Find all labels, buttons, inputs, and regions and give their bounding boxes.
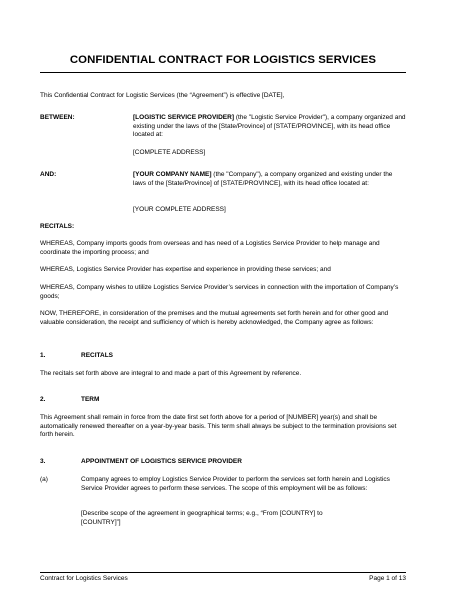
section-number: 3. [40,458,46,465]
between-label: BETWEEN: [40,114,75,121]
and-party [133,171,406,188]
and-address: [YOUR COMPLETE ADDRESS] [133,206,226,213]
section-heading: RECITALS [81,352,114,359]
subsection-note: [Describe scope of the agreement in geographical terms; e.g., “From [COUNTRY] to [COUNTRY]”] [81,510,323,526]
and-label: AND: [40,171,57,178]
and-party-name: [YOUR COMPANY NAME] [133,171,212,178]
recitals-label: RECITALS: [40,223,75,230]
between-party [133,114,406,140]
and-party-text: (the "Company"), a company organized and existing under the laws of the [State/Province] of [STATE/PROVINCE], with its head office located at: [133,171,393,187]
section-number: 2. [40,396,46,403]
recital-paragraph: WHEREAS, Company wishes to utilize Logistics Service Provider’s services in connection with the importation of Company’s goods; [40,284,399,300]
between-address: [COMPLETE ADDRESS] [133,149,206,156]
title-divider [40,72,406,73]
section-body: The recitals set forth above are integral to and made a part of this Agreement by reference. [40,370,302,377]
section-body: This Agreement shall remain in force from the date first set forth above for a period of [NUMBER] year(s) and shall be automatically renewed thereafter on a year-by-year basis. This term shall always be subject to the termination provisions set forth herein. [40,414,397,439]
footer-document-name: Contract for Logistics Services [40,575,128,582]
section-number: 1. [40,352,46,359]
page-title: CONFIDENTIAL CONTRACT FOR LOGISTICS SERVICES [69,54,377,66]
section-heading: APPOINTMENT OF LOGISTICS SERVICE PROVIDER [81,458,242,465]
section-heading: TERM [81,396,100,403]
between-party-text: (the "Logistic Service Provider"), a company organized and existing under the laws of the [State/Province] of [STATE/PROVINCE], with its head office located at: [133,114,406,139]
recital-paragraph: NOW, THEREFORE, in consideration of the premises and the mutual agreements set forth herein and for other good and valuable consideration, the receipt and sufficiency of which is hereby acknowledged, the Company agree as follows: [40,310,389,326]
intro-paragraph: This Confidential Contract for Logistic Services (the “Agreement”) is effective [DATE], [40,92,285,99]
recital-paragraph: WHEREAS, Company imports goods from overseas and has need of a Logistics Service Provider to help manage and coordinate the importing process; and [40,240,380,256]
footer-page-number: Page 1 of 13 [369,575,406,582]
between-party-name: [LOGISTIC SERVICE PROVIDER] [133,114,235,121]
subsection-body: Company agrees to employ Logistics Service Provider to perform the services set forth herein and Logistics Service Provider agrees to perform these services. The scope of this employment will be as follows: [81,476,390,492]
subsection-marker: (a) [40,476,48,483]
footer-divider [40,572,406,573]
recital-paragraph: WHEREAS, Logistics Service Provider has expertise and experience in providing these services; and [40,266,331,273]
